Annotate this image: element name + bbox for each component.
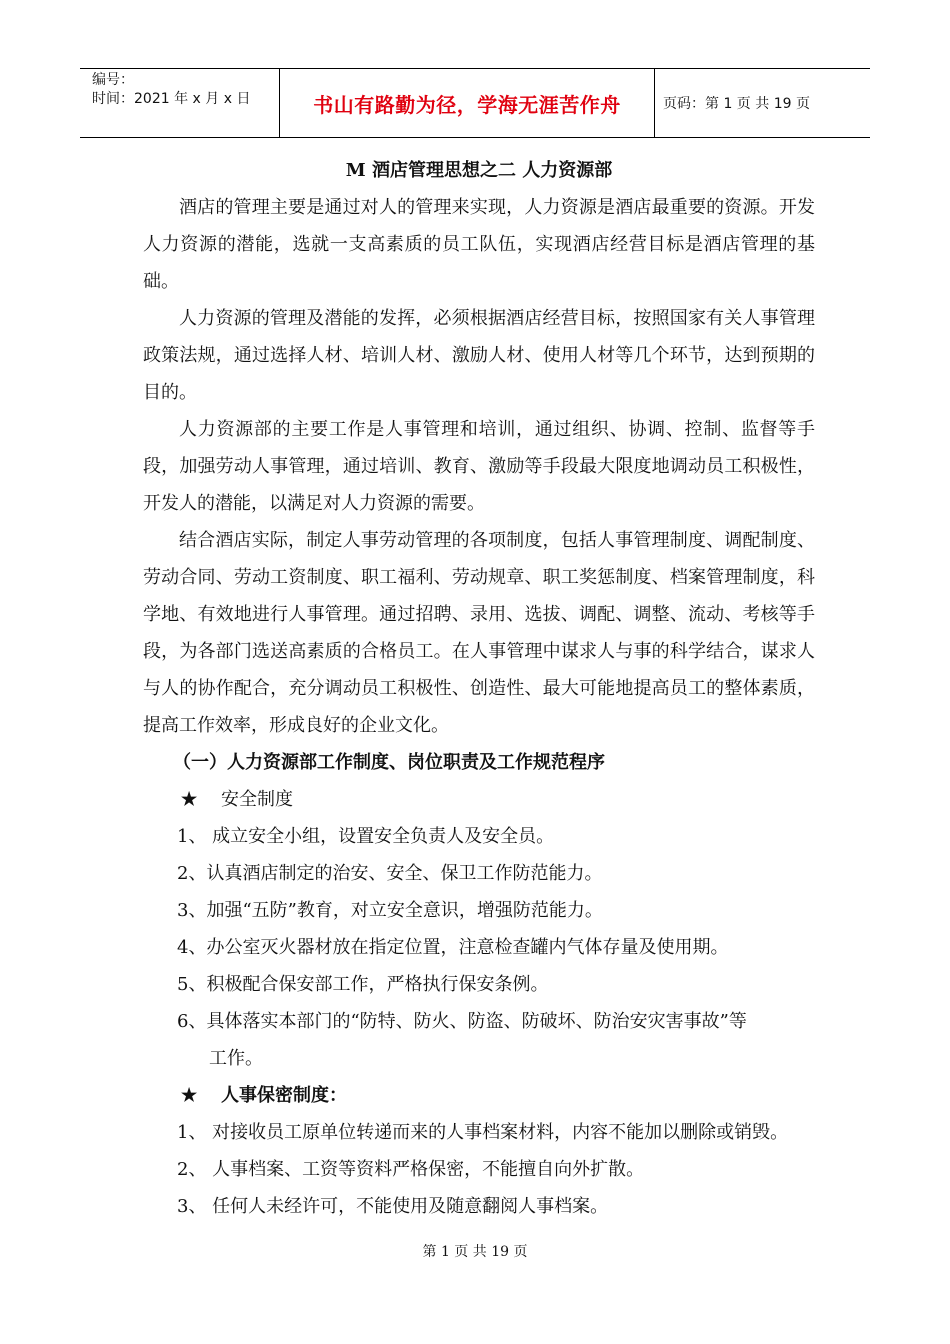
list-item: 1、 成立安全小组，设置安全负责人及安全员。: [177, 826, 555, 847]
list-item: 4、办公室灭火器材放在指定位置，注意检查罐内气体存量及使用期。: [177, 937, 729, 958]
document-body: [143, 152, 815, 1225]
list-item: 5、积极配合保安部工作，严格执行保安条例。: [177, 974, 549, 995]
paragraph: 人力资源部的主要工作是人事管理和培训，通过组织、协调、控制、监督等手段，加强劳动人事管理，通过培训、教育、激励等手段最大限度地调动员工积极性，开发人的潜能，以满足对人力资源的需要。: [143, 419, 815, 514]
list-item: 3、加强“五防”教育，对立安全意识，增强防范能力。: [177, 900, 603, 921]
list-item: 2、认真酒店制定的治安、安全、保卫工作防范能力。: [177, 863, 603, 884]
list-item: 3、 任何人未经许可，不能使用及随意翻阅人事档案。: [177, 1196, 609, 1217]
time-label: 时间：2021 年 x 月 x 日: [92, 91, 251, 107]
header-motto: 书山有路勤为径，学海无涯苦作舟: [280, 69, 655, 137]
list-item: 6、具体落实本部门的“防特、防火、防盗、防破坏、防治安灾害事故”等: [177, 1011, 747, 1032]
header-meta: [80, 69, 280, 137]
paragraph: 人力资源的管理及潜能的发挥，必须根据酒店经营目标，按照国家有关人事管理政策法规，通过选择人材、培训人材、激励人材、使用人材等几个环节，达到预期的目的。: [143, 308, 815, 403]
document-title: M 酒店管理思想之二 人力资源部: [345, 160, 613, 181]
star-icon: ★: [181, 789, 198, 810]
paragraph: 酒店的管理主要是通过对人的管理来实现，人力资源是酒店最重要的资源。开发人力资源的潜能，选就一支高素质的员工队伍，实现酒店经营目标是酒店管理的基础。: [143, 197, 815, 292]
page-footer: 第 1 页 共 19 页: [422, 1244, 528, 1260]
paragraph: 结合酒店实际，制定人事劳动管理的各项制度，包括人事管理制度、调配制度、劳动合同、劳动工资制度、职工福利、劳动规章、职工奖惩制度、档案管理制度，科学地、有效地进行人事管理。通过招聘、录用、选拔、调配、调整、流动、考核等手段，为各部门选送高素质的合格员工。在人事管理中谋求人与事的科学结合，谋求人与人的协作配合，充分调动员工积极性、创造性、最大可能地提高员工的整体素质，提高工作效率，形成良好的企业文化。: [143, 530, 815, 736]
list-item: 1、 对接收员工原单位转递而来的人事档案材料，内容不能加以删除或销毁。: [177, 1122, 789, 1143]
personnel-heading-label: 人事保密制度：: [221, 1085, 347, 1106]
list-item: 2、 人事档案、工资等资料严格保密，不能擅自向外扩散。: [177, 1159, 645, 1180]
safety-heading-label: 安全制度: [221, 789, 293, 810]
header-page-info: 页码：第 1 页 共 19 页: [663, 96, 810, 112]
list-item-continuation: 工作。: [209, 1048, 263, 1069]
number-label: 编号：: [92, 72, 134, 88]
safety-heading: [143, 781, 815, 818]
star-icon: ★: [181, 1085, 198, 1106]
personnel-heading: [143, 1077, 815, 1114]
section-heading: （一）人力资源部工作制度、岗位职责及工作规范程序: [173, 752, 605, 773]
page-header: [80, 68, 870, 138]
